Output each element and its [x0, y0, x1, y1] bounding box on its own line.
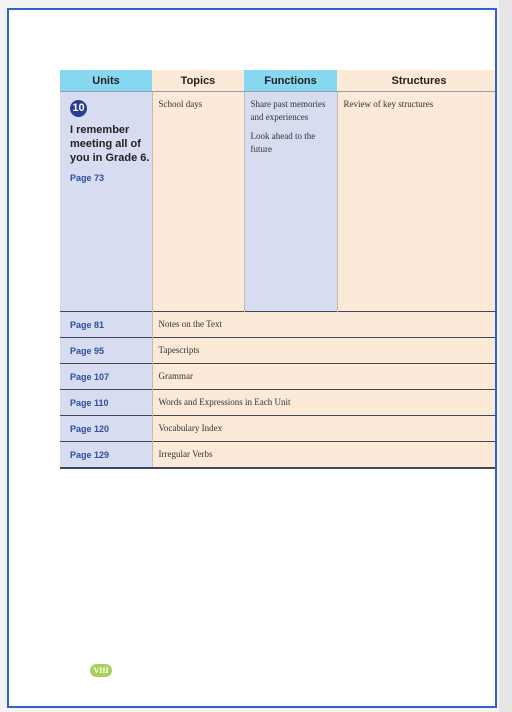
header-units: Units: [60, 70, 152, 92]
unit-title: I remember meeting all of you in Grade 6.: [70, 124, 150, 164]
unit-structure: Review of key structures: [337, 92, 497, 312]
contents-table: [60, 70, 497, 469]
adjacent-page-edge: [499, 0, 512, 712]
unit-functions: [244, 92, 337, 312]
function-item: Share past memories and experiences: [250, 99, 326, 122]
unit-row: [60, 92, 497, 312]
document-page: [7, 8, 497, 708]
reference-page-link[interactable]: Page 110: [60, 390, 152, 416]
table-header-row: [60, 70, 497, 92]
reference-page-link[interactable]: Page 81: [60, 312, 152, 338]
reference-title: Grammar: [152, 364, 497, 390]
reference-page-link[interactable]: Page 107: [60, 364, 152, 390]
header-topics: Topics: [152, 70, 244, 92]
reference-title: Notes on the Text: [152, 312, 497, 338]
reference-row: [60, 364, 497, 390]
reference-row: [60, 390, 497, 416]
reference-title: Irregular Verbs: [152, 442, 497, 469]
reference-page-link[interactable]: Page 95: [60, 338, 152, 364]
reference-row: [60, 416, 497, 442]
reference-title: Tapescripts: [152, 338, 497, 364]
page-number-badge: VIII: [90, 664, 112, 677]
unit-number-badge: 10: [70, 100, 87, 117]
header-structures: Structures: [337, 70, 497, 92]
unit-topic: School days: [152, 92, 244, 312]
reference-row: [60, 442, 497, 469]
reference-page-link[interactable]: Page 120: [60, 416, 152, 442]
header-functions: Functions: [244, 70, 337, 92]
unit-page-link[interactable]: Page 73: [70, 173, 105, 183]
function-item: Look ahead to the future: [250, 131, 316, 154]
unit-cell: [60, 92, 152, 312]
reference-title: Vocabulary Index: [152, 416, 497, 442]
reference-row: [60, 338, 497, 364]
reference-row: [60, 312, 497, 338]
reference-page-link[interactable]: Page 129: [60, 442, 152, 469]
reference-title: Words and Expressions in Each Unit: [152, 390, 497, 416]
